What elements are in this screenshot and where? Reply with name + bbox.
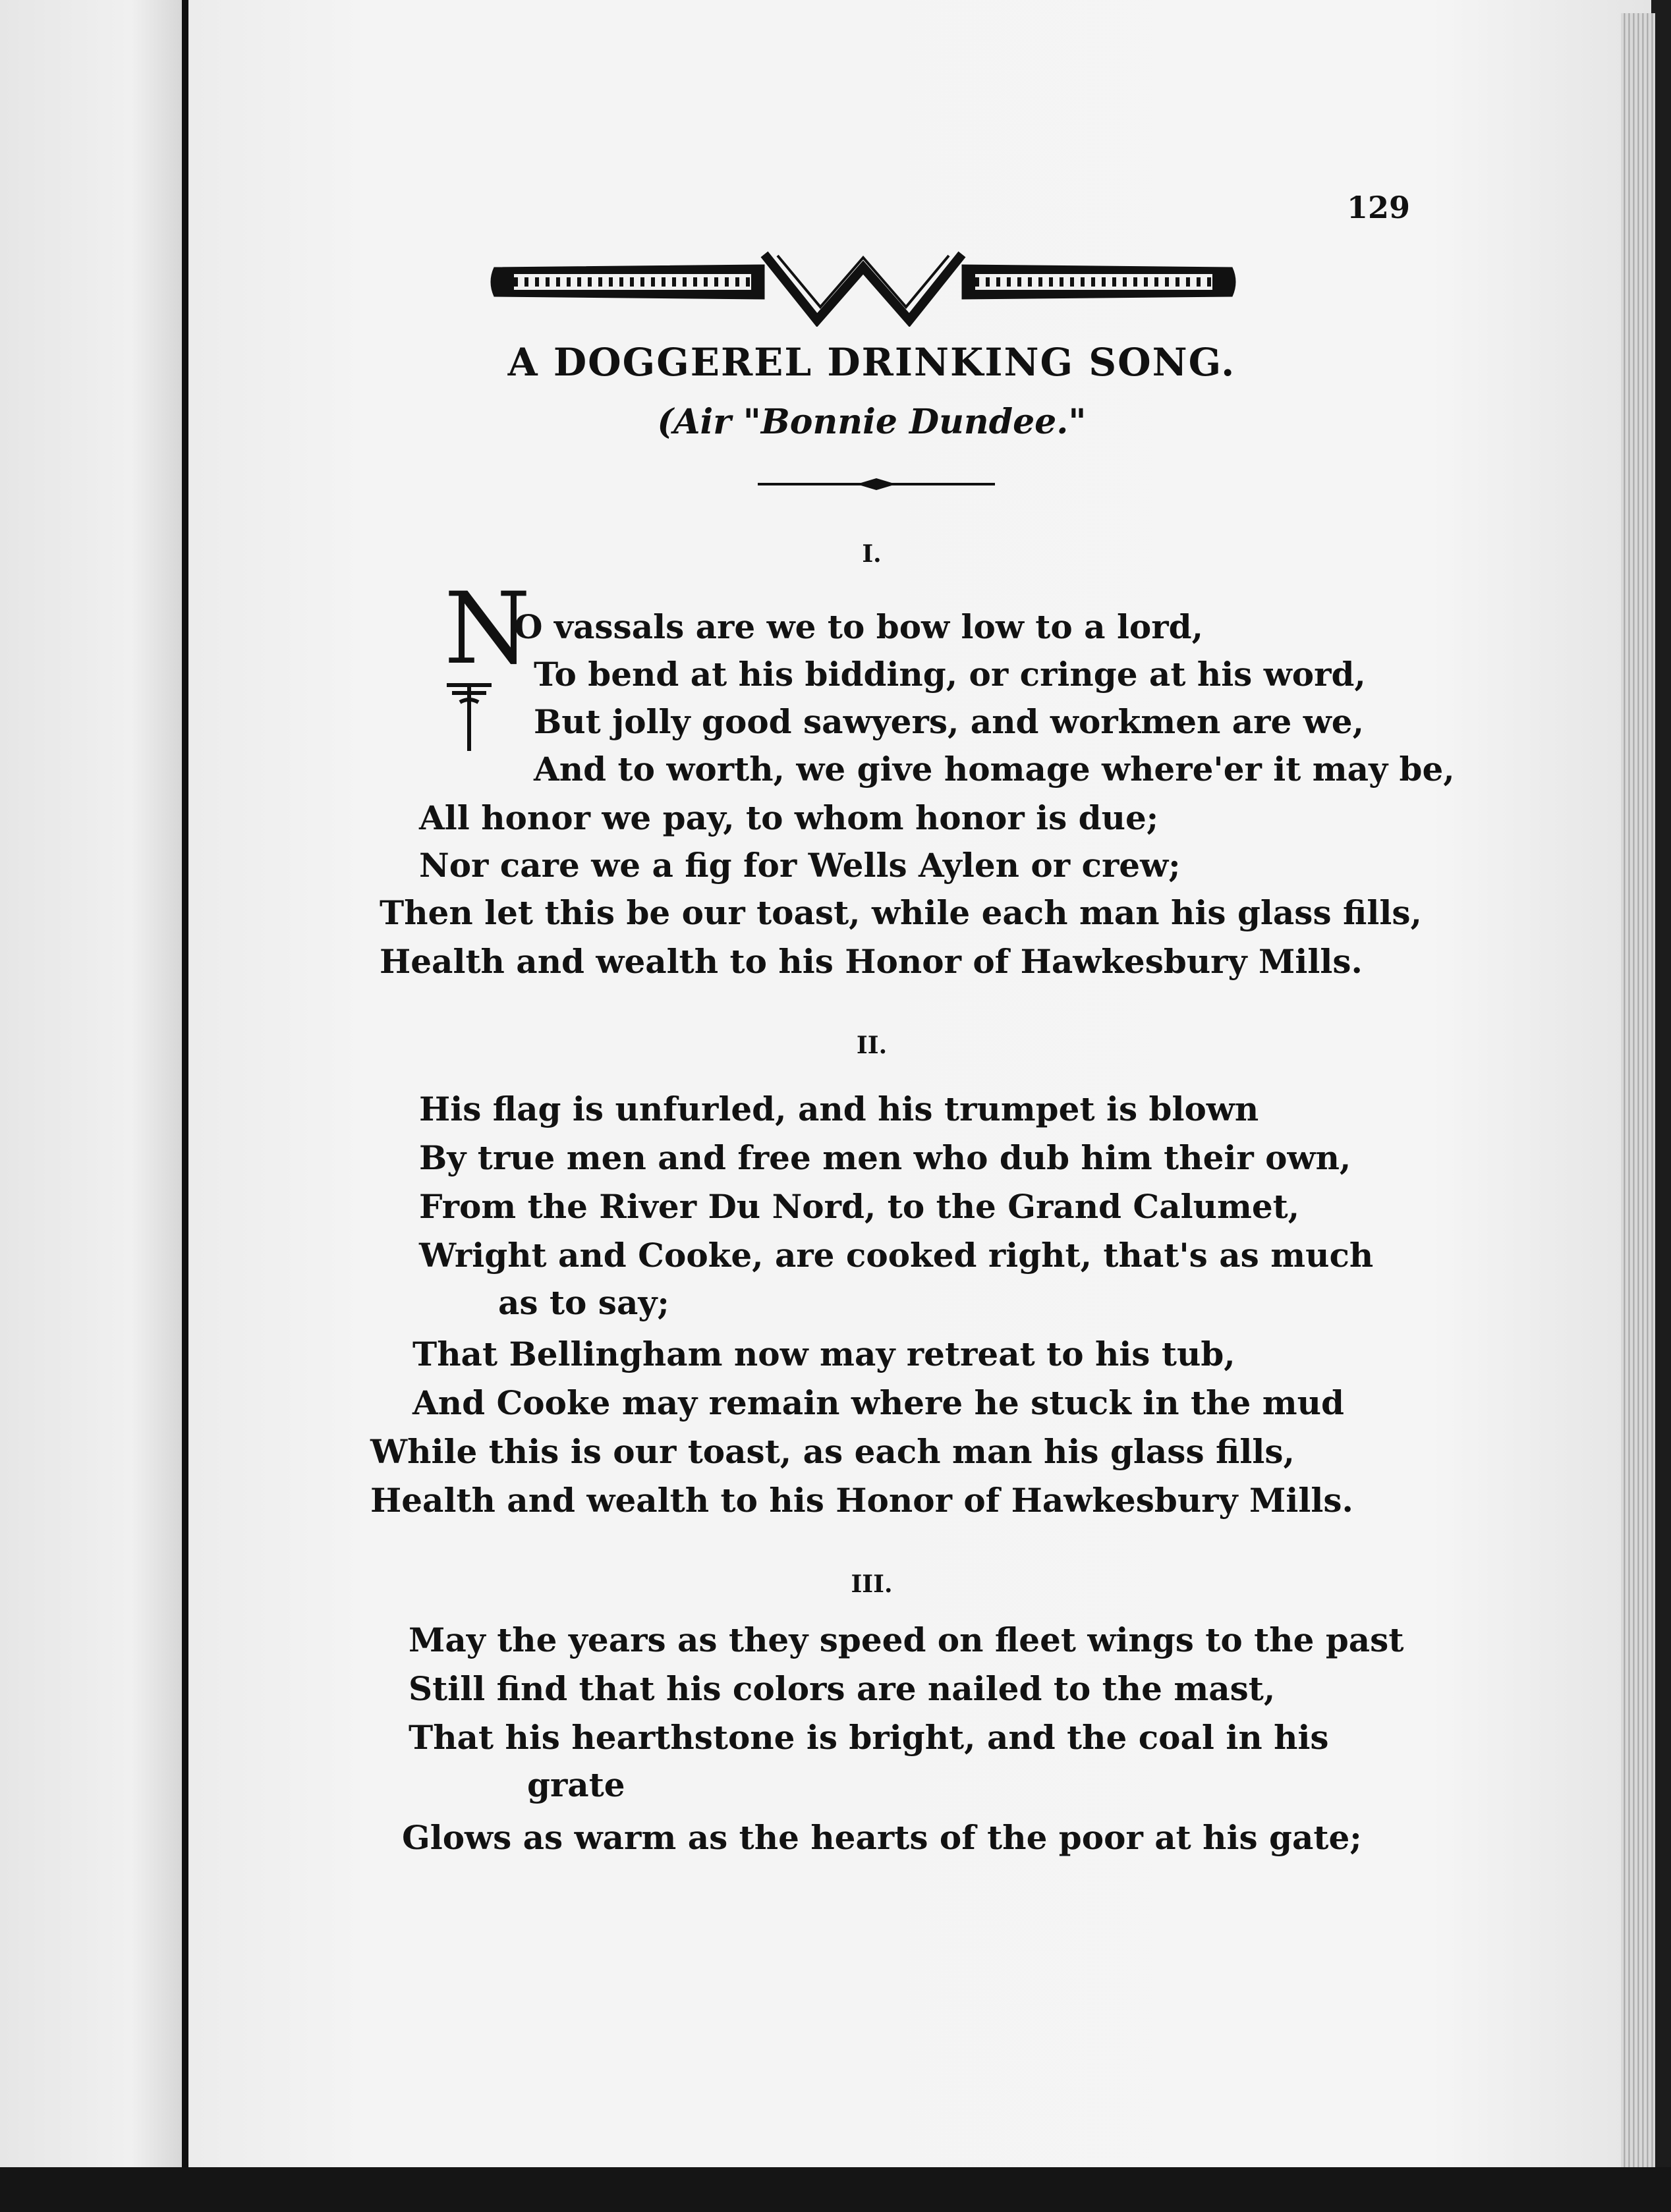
- verse-line: as to say;: [498, 1283, 669, 1322]
- verse-line: Health and wealth to his Honor of Hawkesbury Mills.: [380, 942, 1363, 981]
- verse-line: Still find that his colors are nailed to the mast,: [409, 1669, 1276, 1708]
- verse-line: Wright and Cooke, are cooked right, that's as much: [419, 1236, 1374, 1275]
- background-shadow: [0, 2167, 1671, 2212]
- verse-line: But jolly good sawyers, and workmen are we,: [534, 702, 1364, 741]
- verse-line: Health and wealth to his Honor of Hawkesbury Mills.: [370, 1481, 1353, 1520]
- page-number: 129: [1347, 190, 1411, 225]
- verse-number: III.: [851, 1570, 893, 1598]
- book-gutter: [182, 0, 188, 2167]
- verse-line: All honor we pay, to whom honor is due;: [419, 798, 1159, 837]
- drop-cap-flourish-icon: [443, 678, 496, 758]
- title-divider: [751, 474, 1002, 494]
- verse-line: O vassals are we to bow low to a lord,: [514, 607, 1203, 646]
- verse-line: grate: [527, 1765, 625, 1804]
- verse-line: By true men and free men who dub him their own,: [419, 1138, 1351, 1177]
- header-ornament: [488, 241, 1239, 327]
- verse-number: II.: [856, 1032, 888, 1059]
- verse-line: Then let this be our toast, while each man his glass fills,: [380, 893, 1422, 932]
- verse-line: Nor care we a fig for Wells Aylen or crew;: [419, 846, 1181, 885]
- verse-number: I.: [862, 540, 882, 568]
- song-subtitle: (Air "Bonnie Dundee.": [657, 402, 1087, 442]
- verse-line: From the River Du Nord, to the Grand Calumet,: [419, 1187, 1300, 1226]
- verse-line: And to worth, we give homage where'er it may be,: [534, 750, 1455, 788]
- previous-page-edge: [0, 0, 188, 2174]
- verse-line: His flag is unfurled, and his trumpet is blown: [419, 1090, 1259, 1128]
- verse-line: And Cooke may remain where he stuck in the mud: [412, 1383, 1344, 1422]
- drop-cap: N: [444, 572, 531, 686]
- page-block-edges: [1621, 13, 1655, 2167]
- song-title: A DOGGEREL DRINKING SONG.: [507, 340, 1236, 385]
- verse-line: May the years as they speed on fleet wings to the past: [409, 1620, 1404, 1659]
- verse-line: That Bellingham now may retreat to his tub,: [412, 1335, 1235, 1373]
- verse-line: That his hearthstone is bright, and the coal in his: [409, 1718, 1329, 1757]
- verse-line: While this is our toast, as each man his glass fills,: [370, 1432, 1295, 1471]
- verse-line: Glows as warm as the hearts of the poor at his gate;: [402, 1818, 1362, 1857]
- verse-line: To bend at his bidding, or cringe at his word,: [534, 655, 1366, 694]
